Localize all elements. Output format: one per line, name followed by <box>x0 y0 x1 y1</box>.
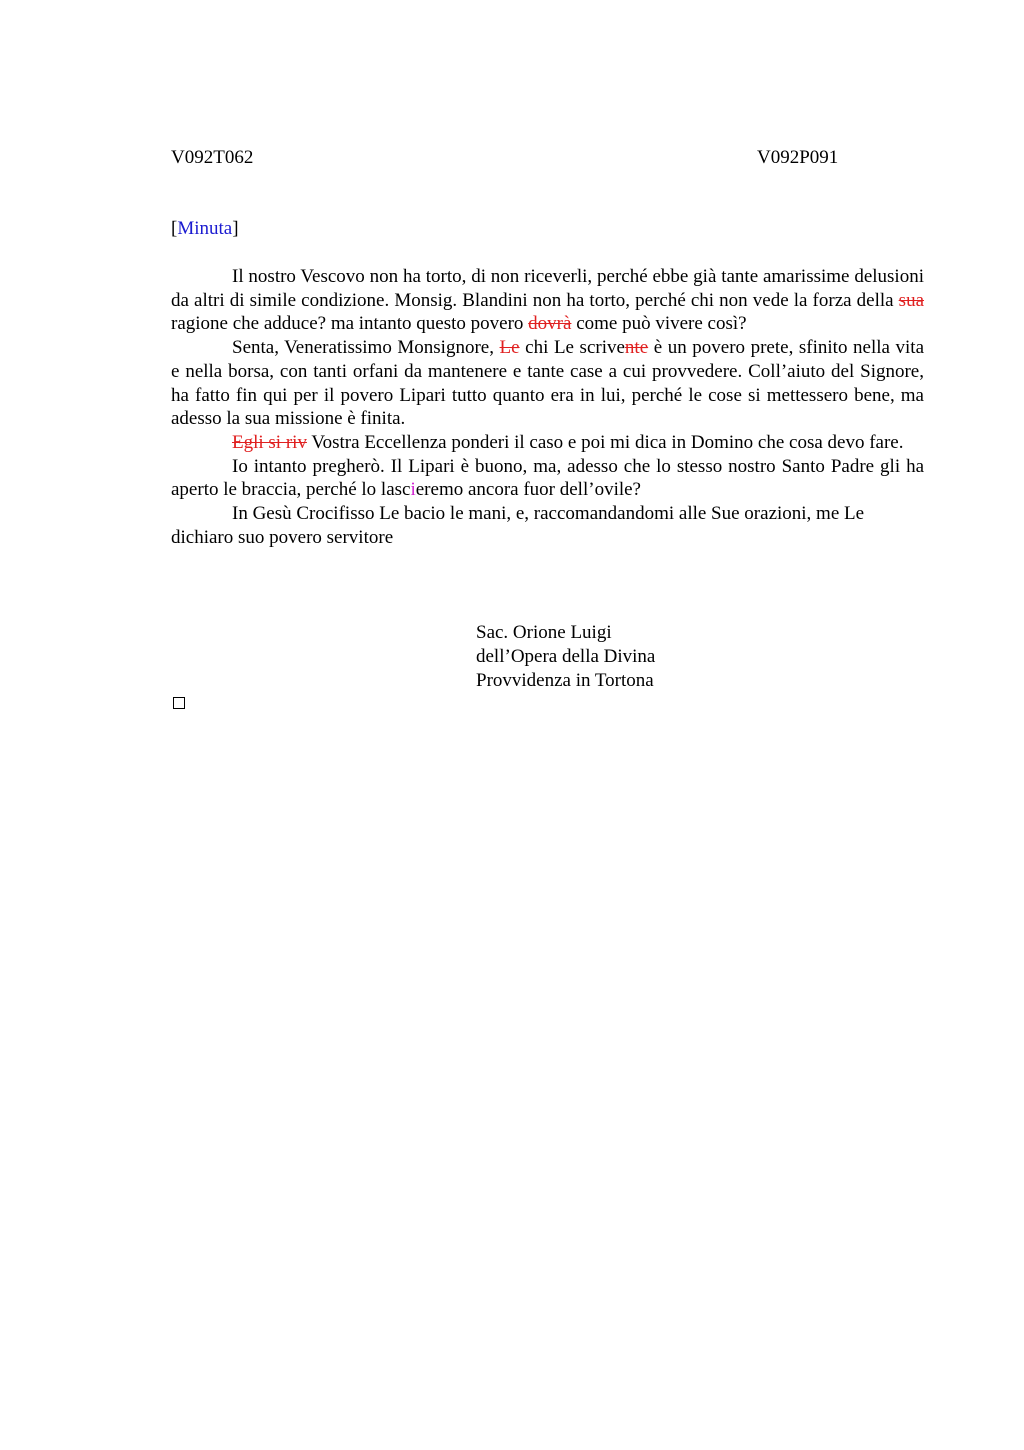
document-code-right: V092P091 <box>757 147 839 168</box>
deleted-text: sua <box>898 289 924 311</box>
letter-body <box>171 265 924 549</box>
document-page <box>171 0 924 1450</box>
minuta-text: Minuta <box>177 218 233 239</box>
bracket-open: [ <box>171 218 178 239</box>
text-segment: Senta, Veneratissimo Monsignore, <box>232 337 500 359</box>
inserted-text: i <box>410 479 416 501</box>
paragraph-3 <box>171 431 924 455</box>
bracket-close: ] <box>232 218 239 239</box>
paragraph-2 <box>171 336 924 431</box>
text-segment: Io intanto pregherò. Il Lipari è buono, ma, adesso che lo stesso nostro Santo Padre gli ha aperto le braccia, perché lo lasc <box>171 455 924 501</box>
end-of-document-box-icon <box>173 697 185 709</box>
deleted-text: nte <box>624 337 649 359</box>
signature-line-1: Sac. Orione Luigi <box>476 622 612 643</box>
signature-line-3: Provvidenza in Tortona <box>476 670 654 691</box>
text-segment: chi Le scrive <box>519 337 625 359</box>
text-segment: ragione che adduce? ma intanto questo povero <box>171 313 529 335</box>
paragraph-4 <box>171 455 924 502</box>
text-segment: In Gesù Crocifisso Le bacio le mani, e, raccomandandomi alle Sue orazioni, me Le dichiaro suo povero servitore <box>171 503 865 548</box>
text-segment: come può vivere così? <box>571 313 747 335</box>
deleted-text: Egli si riv <box>232 431 307 453</box>
paragraph-1 <box>171 265 924 336</box>
text-segment: Il nostro Vescovo non ha torto, di non riceverli, perché ebbe già tante amarissime delusioni da altri di simile condizione. Monsig. Blandini non ha torto, perché chi non vede la forza della <box>171 266 924 311</box>
deleted-text: dovrà <box>528 313 572 335</box>
text-segment: eremo ancora fuor dell’ovile? <box>415 479 641 501</box>
text-segment: Vostra Eccellenza ponderi il caso e poi mi dica in Domino che cosa devo fare. <box>306 431 904 453</box>
deleted-text: Le <box>499 337 520 359</box>
text-segment: è un povero prete, sfinito nella vita e nella borsa, con tanti orfani da mantenere e tante case a cui provvedere. Coll’aiuto del Signore, ha fatto fin qui per il povero Lipari tutto quanto era in lui, perché le cose si mettessero bene, ma adesso la sua missione è finita. <box>171 337 924 430</box>
document-code-left: V092T062 <box>171 147 254 168</box>
signature-line-2: dell’Opera della Divina <box>476 646 656 667</box>
minuta-label <box>171 217 239 241</box>
signature-block <box>476 621 655 693</box>
paragraph-5 <box>171 502 924 549</box>
